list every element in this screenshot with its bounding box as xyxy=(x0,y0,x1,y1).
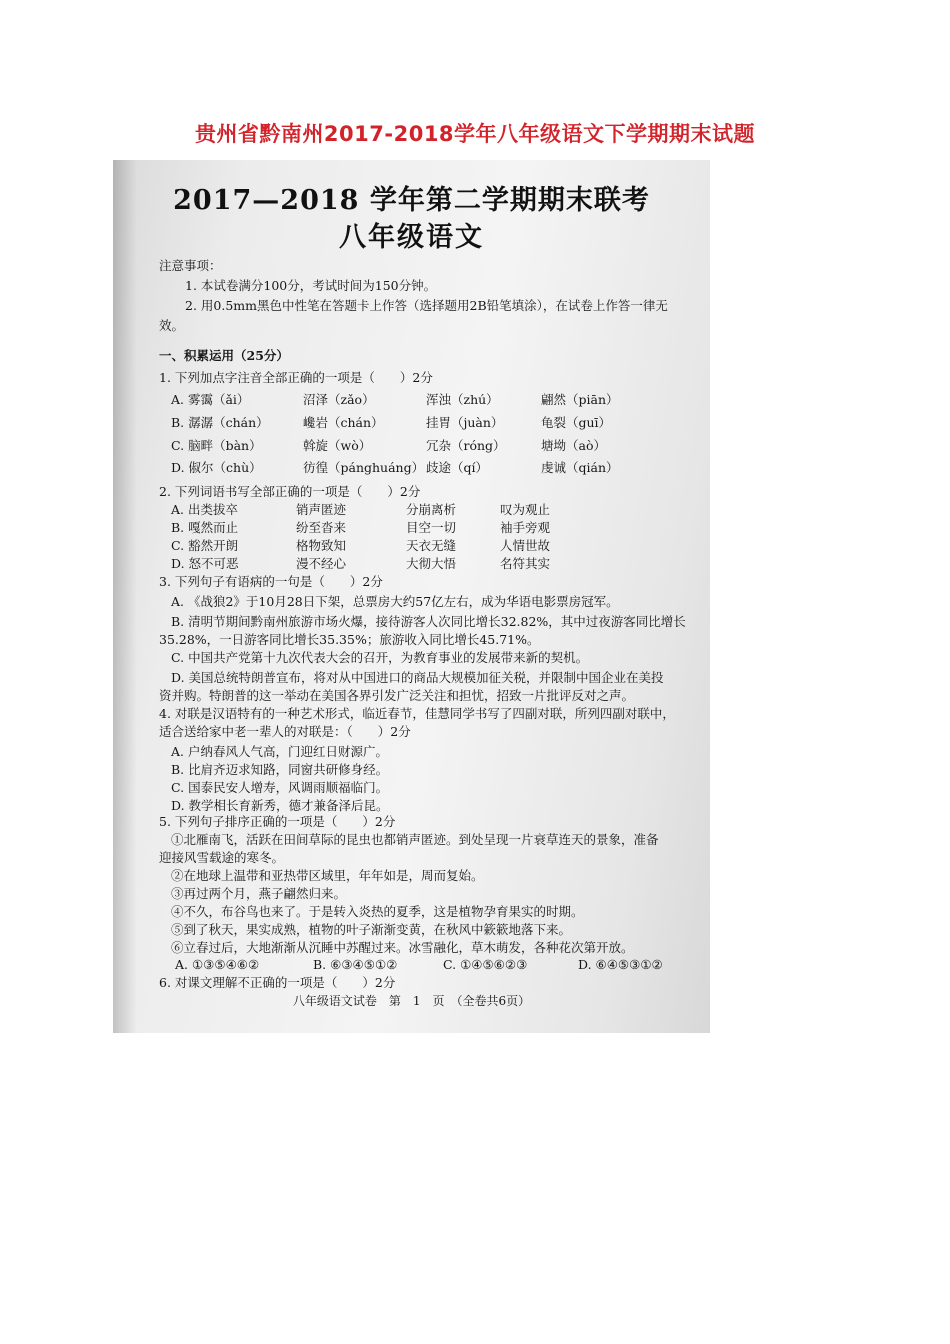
option-cell: A. 雾霭（ǎi） xyxy=(171,392,250,407)
option-line: 资并购。特朗普的这一举动在美国各界引发广泛关注和担忧，招致一片批评反对之声。 xyxy=(159,688,635,703)
sentence-line: ①北雁南飞，活跃在田间草际的昆虫也都销声匿迹。到处呈现一片衰草连天的景象，准备 xyxy=(171,832,659,847)
option-cell: B. ⑥③④⑤①② xyxy=(313,957,398,972)
option-cell: 目空一切 xyxy=(406,520,457,535)
option-cell: 冗杂（róng） xyxy=(426,438,506,453)
option-cell: 漫不经心 xyxy=(296,556,347,571)
option-cell: 歧途（qí） xyxy=(426,460,488,475)
option-cell: B. 嘎然而止 xyxy=(171,520,239,535)
exam-paper-photo xyxy=(113,160,710,1033)
section-heading: 一、积累运用（25分） xyxy=(159,348,289,363)
document-title: 贵州省黔南州2017-2018学年八年级语文下学期期末试题 xyxy=(194,122,756,146)
option-cell: 纷至沓来 xyxy=(296,520,347,535)
sentence-line: ④不久，布谷鸟也来了。于是转入炎热的夏季，这是植物孕育果实的时期。 xyxy=(171,904,584,919)
notice-item: 2. 用0.5mm黑色中性笔在答题卡上作答（选择题用2B铅笔填涂），在试卷上作答一律无 xyxy=(185,298,668,313)
option-cell: C. 脑畔（bàn） xyxy=(171,438,262,453)
option-cell: D. 怒不可恶 xyxy=(171,556,239,571)
option-cell: 龟裂（guī） xyxy=(541,415,612,430)
question-stem: 2. 下列词语书写全部正确的一项是（ ）2分 xyxy=(159,484,421,499)
option-cell: A. ①③⑤④⑥② xyxy=(175,957,260,972)
option-line: C. 中国共产党第十九次代表大会的召开，为教育事业的发展带来新的契机。 xyxy=(171,650,589,665)
option-cell: 名符其实 xyxy=(500,556,551,571)
option-cell: 翩然（piān） xyxy=(541,392,619,407)
option-cell: 叹为观止 xyxy=(500,502,551,517)
sentence-line: ②在地球上温带和亚热带区域里，年年如是，周而复始。 xyxy=(171,868,484,883)
option-cell: 巉岩（chán） xyxy=(303,415,384,430)
option-cell: 浑浊（zhú） xyxy=(426,392,499,407)
option-cell: 天衣无缝 xyxy=(406,538,457,553)
sentence-line: ③再过两个月，燕子翩然归来。 xyxy=(171,886,347,901)
option-cell: 人情世故 xyxy=(500,538,551,553)
option-cell: 斡旋（wò） xyxy=(303,438,372,453)
option-cell: 塘坳（aò） xyxy=(541,438,606,453)
option-line: B. 清明节期间黔南州旅游市场火爆，接待游客人次同比增长32.82%，其中过夜游客同比增长 xyxy=(171,614,686,629)
option-line: B. 比肩齐迈求知路，同窗共研修身经。 xyxy=(171,762,389,777)
option-cell: 格物致知 xyxy=(296,538,347,553)
notice-title: 注意事项： xyxy=(159,258,222,273)
question-stem: 4. 对联是汉语特有的一种艺术形式，临近春节，佳慧同学书写了四副对联，所列四副对联中， xyxy=(159,706,675,721)
option-line: D. 教学相长育新秀，德才兼备泽后昆。 xyxy=(171,798,389,813)
option-line: A. 户纳春风人气高，门迎红日财源广。 xyxy=(171,744,388,759)
option-line: D. 美国总统特朗普宣布，将对从中国进口的商品大规模加征关税，并限制中国企业在美投 xyxy=(171,670,664,685)
option-cell: C. ①④⑤⑥②③ xyxy=(443,957,528,972)
option-cell: 袖手旁观 xyxy=(500,520,551,535)
question-stem: 6. 对课文理解不正确的一项是（ ）2分 xyxy=(159,975,396,990)
option-cell: D. 俶尔（chù） xyxy=(171,460,262,475)
question-stem: 5. 下列句子排序正确的一项是（ ）2分 xyxy=(159,814,396,829)
option-cell: 销声匿迹 xyxy=(296,502,347,517)
option-cell: 大彻大悟 xyxy=(406,556,457,571)
option-cell: B. 潺潺（chán） xyxy=(171,415,269,430)
question-stem: 1. 下列加点字注音全部正确的一项是（ ）2分 xyxy=(159,370,433,385)
option-line: C. 国泰民安人增寿，风调雨顺福临门。 xyxy=(171,780,389,795)
sentence-line: ⑥立春过后，大地渐渐从沉睡中苏醒过来。冰雪融化，草木萌发，各种花次第开放。 xyxy=(171,940,634,955)
question-stem: 适合送给家中老一辈人的对联是：（ ）2分 xyxy=(159,724,411,739)
option-cell: C. 豁然开朗 xyxy=(171,538,239,553)
option-cell: 虔诚（qián） xyxy=(541,460,619,475)
exam-subheading: 八年级语文 xyxy=(339,222,484,253)
notice-item-continued: 效。 xyxy=(159,318,185,333)
option-cell: 沼泽（zǎo） xyxy=(303,392,375,407)
option-line: 35.28%，一日游客同比增长35.35%；旅游收入同比增长45.71%。 xyxy=(159,632,540,647)
option-cell: A. 出类拔卒 xyxy=(171,502,238,517)
page-footer: 八年级语文试卷 第 1 页 （全卷共6页） xyxy=(292,994,531,1008)
option-cell: 彷徨（pánghuáng） xyxy=(303,460,425,475)
notice-item: 1. 本试卷满分100分，考试时间为150分钟。 xyxy=(185,278,437,293)
option-cell: D. ⑥④⑤③①② xyxy=(578,957,663,972)
option-cell: 挂胃（juàn） xyxy=(426,415,504,430)
sentence-line: 迎接风雪载途的寒冬。 xyxy=(159,850,285,865)
sentence-line: ⑤到了秋天，果实成熟，植物的叶子渐渐变黄，在秋风中簌簌地落下来。 xyxy=(171,922,572,937)
option-line: A. 《战狼2》于10月28日下架，总票房大约57亿左右，成为华语电影票房冠军。 xyxy=(171,594,619,609)
question-stem: 3. 下列句子有语病的一句是（ ）2分 xyxy=(159,574,383,589)
exam-heading: 2017—2018 学年第二学期期末联考 xyxy=(173,185,650,216)
option-cell: 分崩离析 xyxy=(406,502,457,517)
